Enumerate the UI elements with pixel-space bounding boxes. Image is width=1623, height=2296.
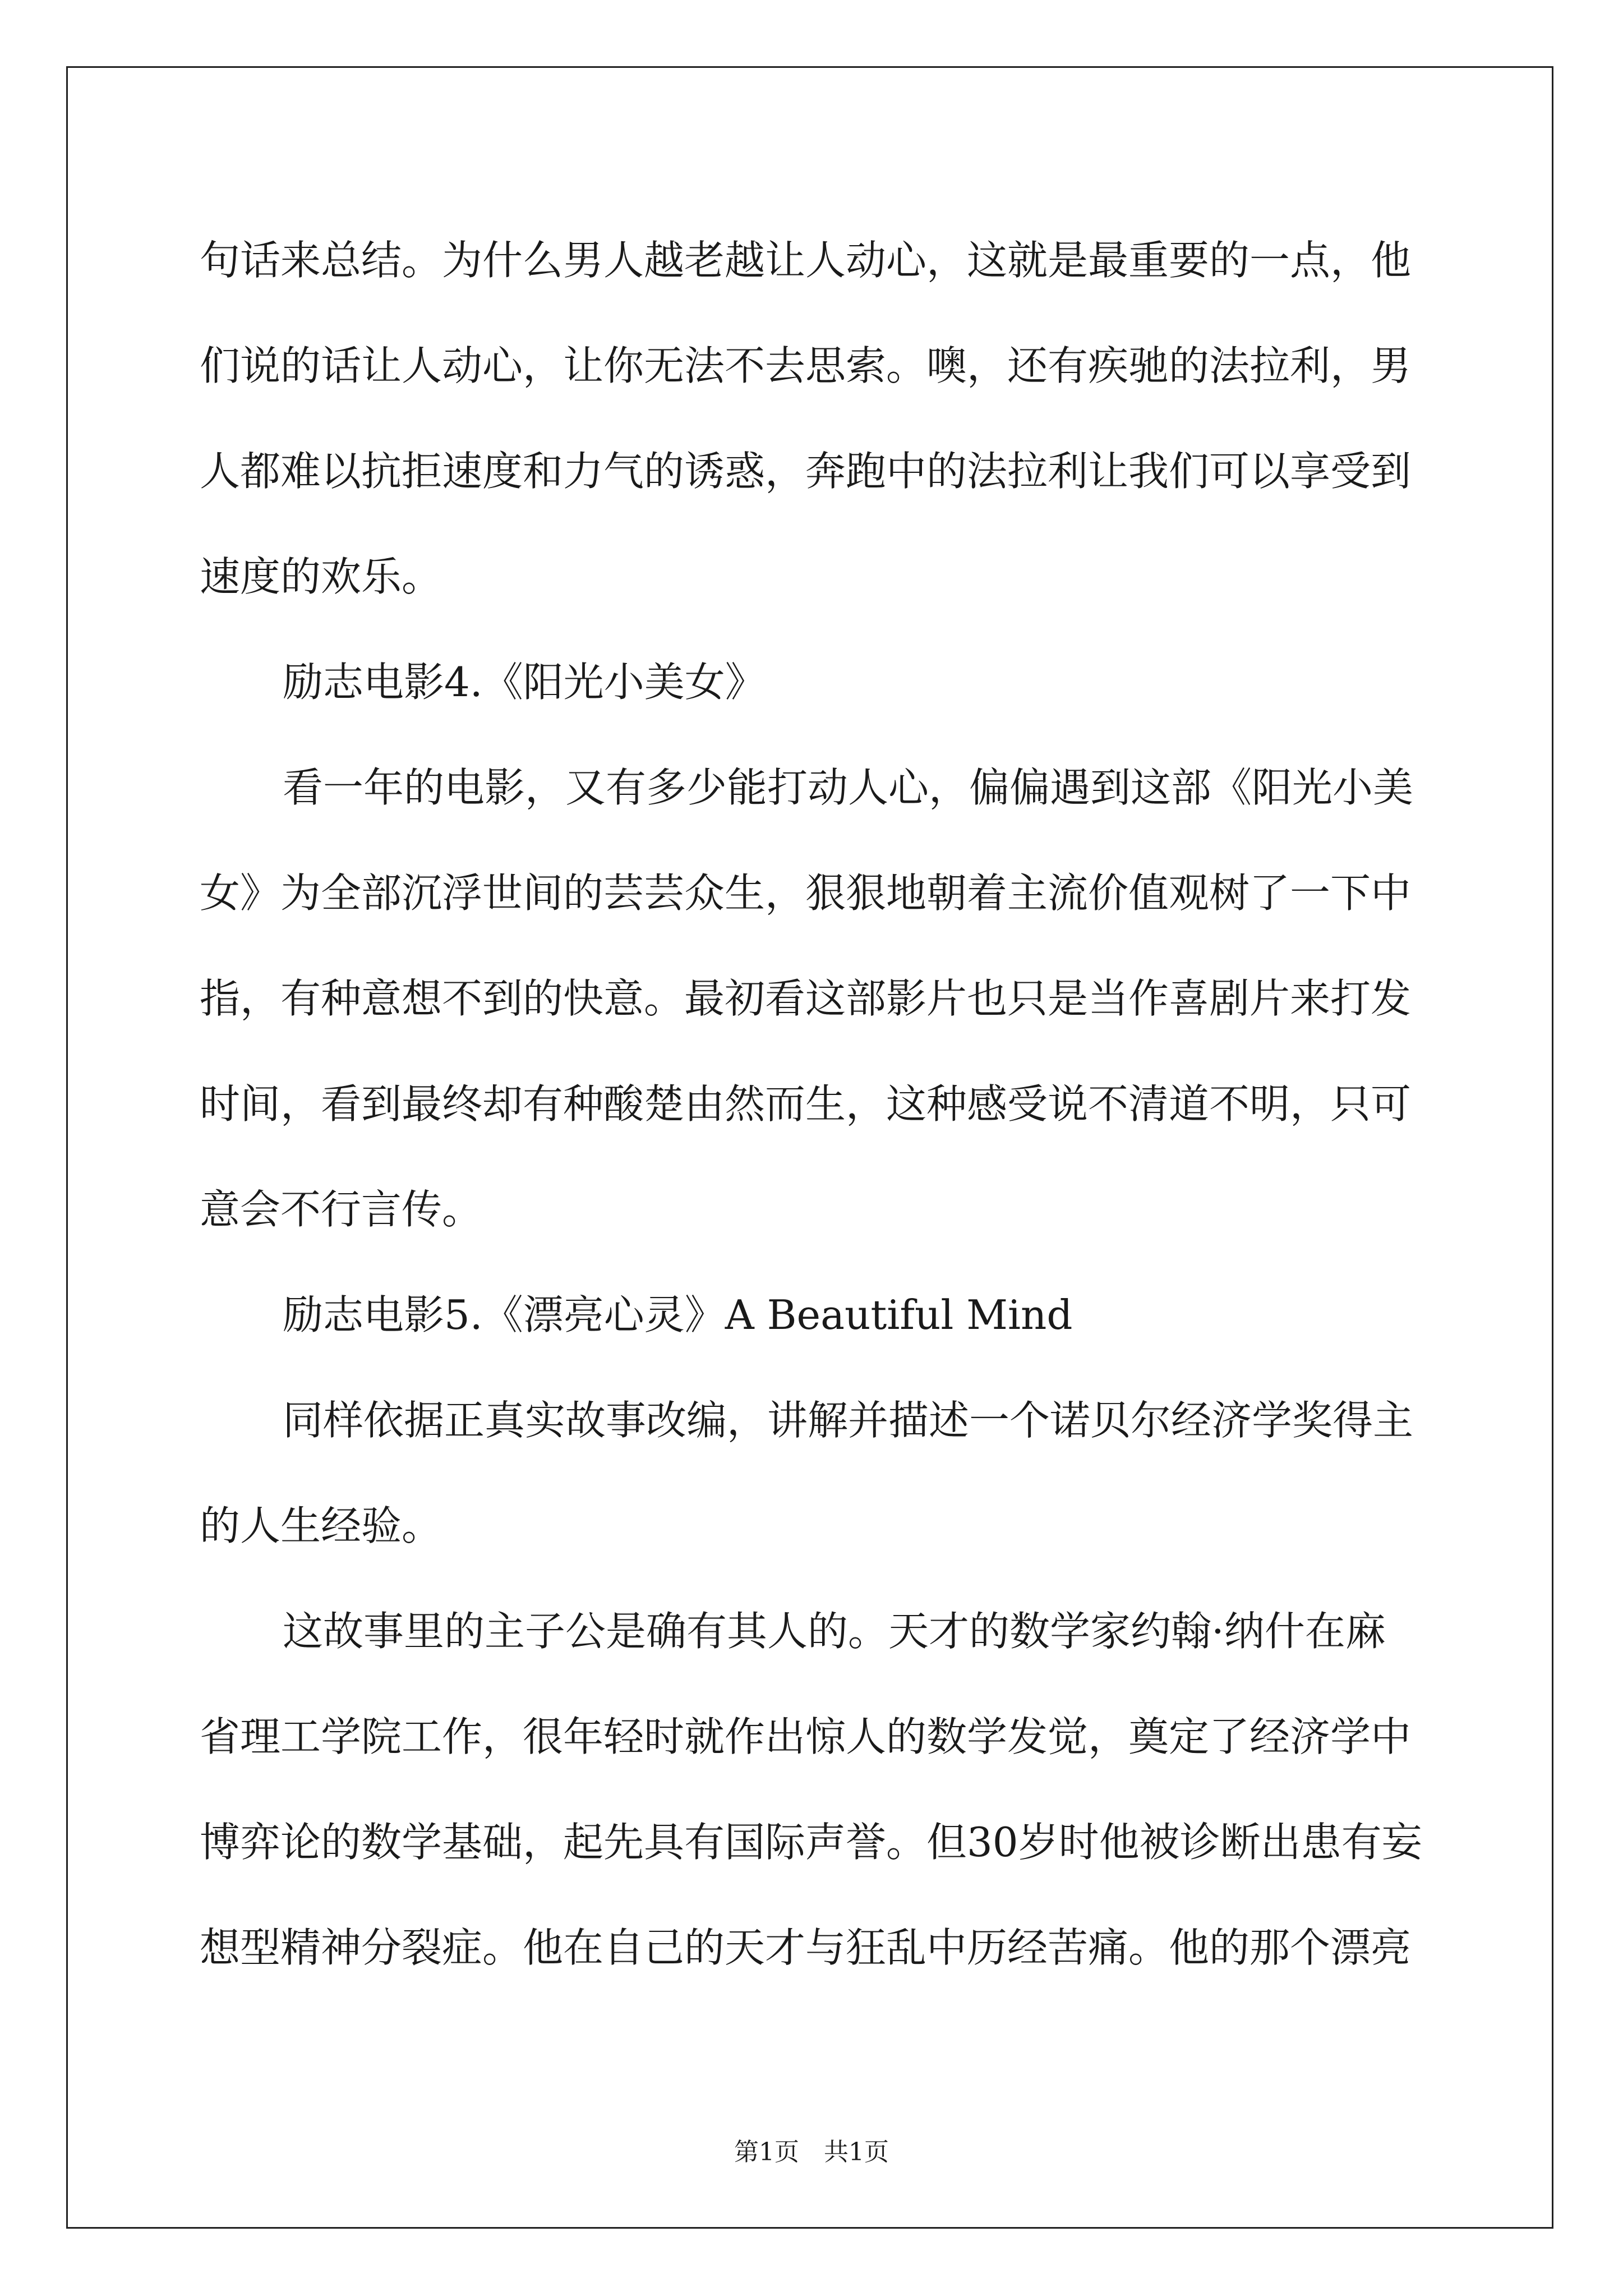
text-line: 省理工学院工作，很年轻时就作出惊人的数学发觉，奠定了经济学中 [200,1713,1412,1760]
text-line: 想型精神分裂症。他在自己的天才与狂乱中历经苦痛。他的那个漂亮 [200,1924,1412,1971]
text-line: 速度的欢乐。 [200,553,442,600]
text-line: 女》为全部沉浮世间的芸芸众生，狠狠地朝着主流价值观树了一下中 [200,869,1412,917]
text-line: 指，有种意想不到的快意。最初看这部影片也只是当作喜剧片来打发 [200,975,1412,1022]
section-heading: 励志电影4.《阳光小美女》 [283,659,766,706]
text-line: 时间，看到最终却有种酸楚由然而生，这种感受说不清道不明，只可 [200,1080,1412,1128]
text-line: 们说的话让人动心，让你无法不去思索。噢，还有疾驰的法拉利，男 [200,342,1412,389]
document-body [200,208,1422,2000]
text-line: 的人生经验。 [200,1502,442,1549]
text-line: 人都难以抗拒速度和力气的诱惑，奔跑中的法拉利让我们可以享受到 [200,448,1412,495]
text-line: 意会不行言传。 [200,1186,483,1233]
text-line: 句话来总结。为什么男人越老越让人动心，这就是最重要的一点，他 [200,237,1412,284]
text-line: 同样依据正真实故事改编，讲解并描述一个诺贝尔经济学奖得主 [283,1397,1414,1444]
text-line: 这故事里的主子公是确有其人的。天才的数学家约翰·纳什在麻 [283,1608,1386,1655]
section-heading: 励志电影5.《漂亮心灵》A Beautiful Mind [283,1291,1073,1338]
text-line: 博弈论的数学基础，起先具有国际声誉。但30岁时他被诊断出患有妄 [200,1819,1422,1866]
page-footer: 第1页 共1页 [734,2138,889,2166]
text-line: 看一年的电影，又有多少能打动人心，偏偏遇到这部《阳光小美 [283,764,1414,811]
